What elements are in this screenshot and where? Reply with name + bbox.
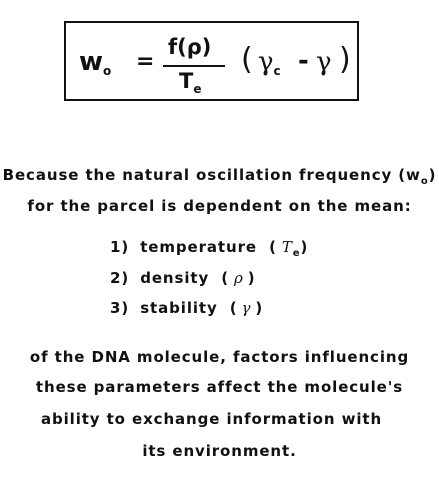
fraction-bar bbox=[163, 65, 225, 67]
list-item-3-open-paren: ( bbox=[229, 299, 238, 317]
formula-gamma: γ bbox=[316, 47, 332, 77]
list-item-2-open-paren: ( bbox=[221, 269, 230, 287]
formula-gamma-c-symbol: γ bbox=[258, 47, 274, 77]
formula-lhs bbox=[79, 49, 111, 77]
list-item-3-symbol bbox=[230, 299, 263, 317]
intro-line-1-subscript: o bbox=[420, 176, 429, 187]
list-item-3-number: 3) bbox=[110, 299, 130, 317]
formula-numerator: f(ρ) bbox=[168, 35, 212, 59]
list-item-1-symbol bbox=[269, 238, 309, 259]
list-item-1-t-symbol: T bbox=[281, 238, 293, 256]
formula-denominator-symbol: T bbox=[179, 69, 194, 93]
list-item-2-symbol bbox=[221, 269, 255, 287]
formula-box bbox=[64, 21, 359, 101]
list-item-2-rho-symbol: ρ bbox=[234, 269, 244, 287]
formula-gamma-c bbox=[258, 49, 281, 77]
list-item-3-text: stability bbox=[140, 299, 218, 317]
intro-line-2: for the parcel is dependent on the mean: bbox=[27, 197, 412, 215]
list-item-1-open-paren: ( bbox=[269, 238, 277, 256]
conclusion-line-1: of the DNA molecule, factors influencing bbox=[29, 348, 410, 366]
formula-omega-subscript: o bbox=[103, 64, 112, 78]
formula-paren-close: ) bbox=[339, 42, 351, 77]
intro-line-1-end: ) bbox=[428, 166, 437, 184]
formula-denominator bbox=[179, 71, 201, 95]
formula-gamma-c-subscript: c bbox=[273, 64, 281, 78]
list-item-1-text: temperature bbox=[140, 238, 257, 256]
formula-omega: w bbox=[79, 47, 104, 77]
intro-line-1 bbox=[0, 168, 439, 187]
list-item-2-number: 2) bbox=[110, 269, 130, 287]
list-item-1-number: 1) bbox=[110, 238, 130, 256]
conclusion-line-2: these parameters affect the molecule's bbox=[35, 378, 404, 396]
list-item-3-gamma-symbol: γ bbox=[241, 299, 252, 317]
formula-denominator-subscript: e bbox=[193, 82, 202, 96]
list-item-3-close-paren: ) bbox=[255, 299, 264, 317]
list-item-2-close-paren: ) bbox=[247, 269, 256, 287]
formula-paren-open: ( bbox=[241, 42, 253, 77]
list-item-temperature bbox=[110, 240, 308, 259]
conclusion-line-4: its environment. bbox=[142, 442, 297, 460]
list-item-1-subscript: e bbox=[292, 248, 301, 259]
formula-minus: - bbox=[298, 46, 309, 76]
list-item-2-text: density bbox=[140, 269, 210, 287]
formula-equals: = bbox=[136, 49, 155, 74]
conclusion-line-3: ability to exchange information with bbox=[40, 410, 383, 428]
list-item-1-close-paren: ) bbox=[300, 238, 309, 256]
list-item-stability bbox=[110, 301, 263, 316]
intro-line-1-text: Because the natural oscillation frequency (w bbox=[2, 166, 421, 184]
list-item-density bbox=[110, 271, 256, 286]
